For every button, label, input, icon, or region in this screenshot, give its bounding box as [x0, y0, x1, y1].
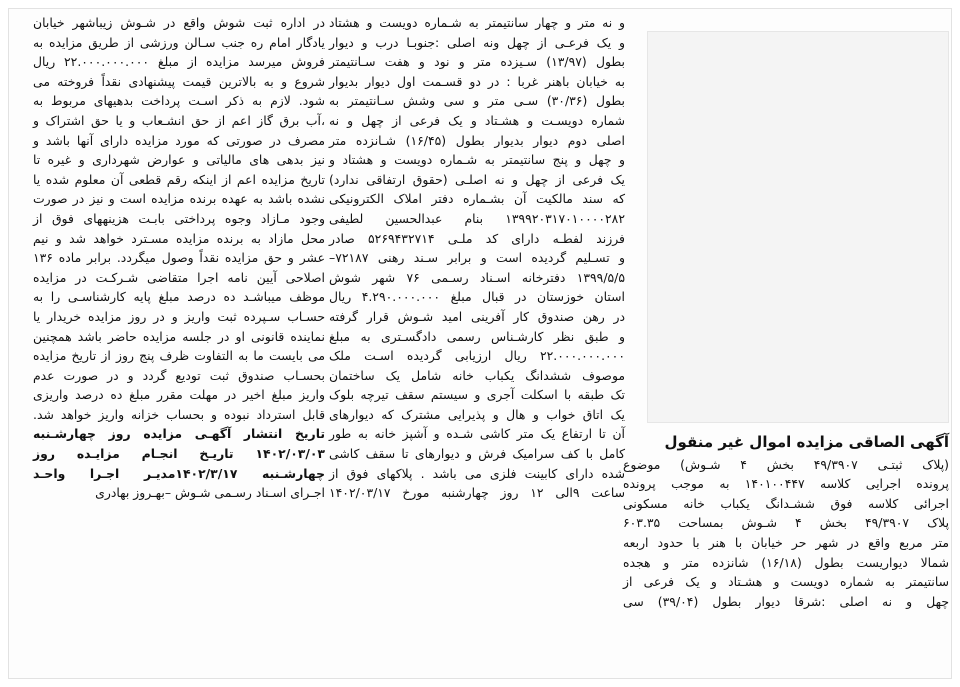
text-line: تاریخ مزایده اعم از اینکه رقم قطعی آن معلوم شده یا	[33, 171, 325, 187]
text-line: و تسـلیم گردیده است و برابر سـند رهنی ۷۲۱۸۷–	[329, 250, 625, 266]
text-line: ساعت ۹الی ۱۲ روز چهارشنبه مورخ ۱۴۰۲/۰۳/۱۷	[329, 485, 626, 501]
text-line: قابل استرداد نبوده و بحساب خزانه واریز خواهد شد.	[33, 406, 325, 422]
text-line: یادگار امام ره جنب سـالن ورزشی از طریق مزایده به	[33, 34, 325, 50]
text-line: مصرف در صورتی که مورد مزایده دارای آنها باشد و	[33, 132, 325, 148]
text-line: نماینده قانونی او در جلسه مزایده حاضر باشد همچنین	[33, 328, 325, 344]
notice-title: آگهی الصاقی مزایده اموال غیر منقول	[664, 433, 949, 451]
publication-date-line: تاریخ انتشار آگهـی مزایده روز چهارشـنبه	[33, 426, 325, 442]
text-line: و نه متر و چهار سانتیمتر به شـماره دویست و هشتاد	[329, 15, 625, 30]
text-line: شماره دویسـت و هشـتاد و یک فرعی از چهل و نه	[329, 112, 625, 128]
text-line: سانتیمتر به شماره دویست و هشـتاد و یک فرعی از	[623, 574, 949, 590]
text-line: عشر و حق مزایده نقداً وصول میگردد. برابر ماده ۱۳۶	[33, 250, 325, 266]
text-line: پرونده اجرایی کلاسه ۱۴۰۱۰۰۴۴۷ به موجب پرونده	[623, 476, 949, 492]
notice-column-left	[33, 13, 325, 503]
text-line: آن تا ارتفاع یک متر کاشی شـده و آشپز خانه به طور	[329, 426, 625, 442]
text-line: بطول (۳۰/۳۶) سـی متر و سی وشش سـانتیمتر به	[329, 93, 625, 109]
text-line: می بایست ما به التفاوت ظرف پنج روز از تاریخ مزایده	[33, 348, 325, 364]
text-line: ۲۲.۰۰۰.۰۰۰.۰۰۰ ریال ارزیابی گردیده اسـت ملک	[329, 348, 625, 364]
text-line: شده دارای کابینت فلزی می باشد . پلاکهای فوق از	[329, 465, 625, 481]
text-line: تک طبقه با اسکلت آجری و سیستم سقف تیرچه بلوک	[329, 387, 625, 403]
text-line: در اداره ثبت شوش واقع در شـوش زیباشهر خیابان	[33, 15, 325, 30]
text-line: محل مازاد به برنده مزایده مسـترد خواهد شد و نیم	[33, 230, 325, 246]
text-line: استان خوزستان در قبال مبلغ ۴.۲۹۰.۰۰۰.۰۰۰ ریال	[329, 289, 625, 305]
text-line: اصلی دوم دیوار بدیوار بطول (۱۶/۴۵) شـانزده متر	[329, 132, 625, 148]
text-line: و چهل و پنج سانتیمتر به شـماره دویست و هشتاد و	[329, 152, 625, 168]
text-line: نیز بدهی های مالیاتی و عوارض شهرداری و غیره تا	[33, 152, 325, 168]
text-line: بحسـاب صندوق ثبت تودیع گردد و در صورت عدم	[33, 367, 325, 383]
photo-placeholder	[647, 31, 949, 423]
signatory-name-line: اجـرای اسـناد رسـمی شـوش –بهـروز بهادری	[95, 485, 325, 501]
text-line: به خیابان باهنر غربا : در دو قسـمت اول دیوار بدیوار	[329, 73, 625, 89]
signatory-line: چهارشـنبه ۱۴۰۲/۳/۱۷مدیـر اجـرا واحـد	[33, 465, 325, 481]
text-line: ،آب برق گاز اعم از حق انشـعاب و یا حق اشتراک و	[33, 112, 325, 128]
text-line: و طبق نظر کارشـناس رسمی دادگسـتری به مبلغ	[329, 328, 625, 344]
text-line: متر مربع واقع در شهر حر خیابان با هنر با حدود اربعه	[623, 534, 949, 550]
text-line: ۱۳۹۹/۵/۵ دفترخانه اسـناد رسـمی ۷۶ شهر شوش	[329, 269, 625, 285]
text-line: کامل با کف سرامیک فرش و دیوارهای تا سقف کاشی	[329, 446, 625, 462]
text-line: و یک فرعـی از چهل ونه اصلی :جنوبـا درب و دیوار	[329, 34, 625, 50]
text-line: حسـاب سـپرده ثبت واریز و در روز مزایده خریدار یا	[33, 308, 325, 324]
text-line: یک اتاق خواب و هال و پذیرایی مشترک که دیوارهای	[329, 406, 625, 422]
text-line: شمالا دیواریست بطول (۱۶/۱۸) شانزده متر و هجده	[623, 554, 949, 570]
text-line: اصلاحی آیین نامه اجرا متقاضی شـرکـت در مزایده	[33, 269, 325, 285]
text-line: موظف میباشـد ده درصد مبلغ پایه کارشناسـی را به	[33, 289, 325, 305]
text-line: وجود مـازاد وجوه پرداختی بابـت هزینههای فوق از	[33, 210, 325, 226]
text-line: چهل و نه اصلی :شرقا دیوار بطول (۳۹/۰۴) سی	[623, 593, 950, 609]
text-line: در رهن صندوق کار آفرینی امید شـوش قرار گرفته	[329, 308, 625, 324]
text-line: ۱۳۹۹۲۰۳۱۷۰۱۰۰۰۰۲۸۲ بنام عبدالحسین لطیفی	[329, 210, 625, 226]
text-line: بطول (۱۳/۹۷) سـیزده متر و نود و هفت سـانتیمتر	[329, 54, 625, 70]
text-line: شود. لازم به ذکر اسـت پرداخت بدهیهای مربوط به	[33, 93, 325, 109]
text-line: اجرائی کلاسه فوق ششـدانگ یکباب خانه مسکونی	[623, 495, 949, 511]
text-line: یک فرعی از چهل و نه اصلـی (حقوق ارتفاقی ندارد)	[329, 171, 625, 187]
notice-page	[8, 8, 952, 679]
text-line: شروع و به بالاترین قیمت پیشنهادی نقداً فروخته می	[33, 73, 325, 89]
auction-date-line: ۱۴۰۲/۰۳/۰۳ تاریـخ انجـام مزایـده روز	[33, 446, 325, 462]
text-line: نشده باشد به عهده برنده مزایده است و نیز در صورت	[33, 191, 325, 207]
text-line: واریز مبلغ اخیر در مهلت مقرر مبلغ ده درصد واریزی	[33, 387, 325, 403]
text-line: موصوف ششدانگ یکباب خانه شامل یک ساختمان	[329, 367, 625, 383]
text-line: فروش میرسد مزایده از مبلغ ۲۲.۰۰۰.۰۰۰.۰۰۰ ریال	[33, 54, 325, 70]
text-line: که سند مالکیت آن بشـماره دفتر املاک الکترونیکی	[329, 191, 625, 207]
text-line: پلاک ۴۹/۳۹۰۷ بخش ۴ شـوش بمساحت ۶۰۳.۳۵	[623, 515, 950, 531]
notice-column-middle	[329, 13, 625, 503]
notice-column-right	[623, 433, 949, 611]
text-line: فرزند لفطـه دارای کد ملـی ۵۲۶۹۴۳۲۷۱۴ صادر	[329, 230, 625, 246]
text-line: (پلاک ثبتـی ۴۹/۳۹۰۷ بخش ۴ شـوش) موضوع	[623, 456, 949, 472]
